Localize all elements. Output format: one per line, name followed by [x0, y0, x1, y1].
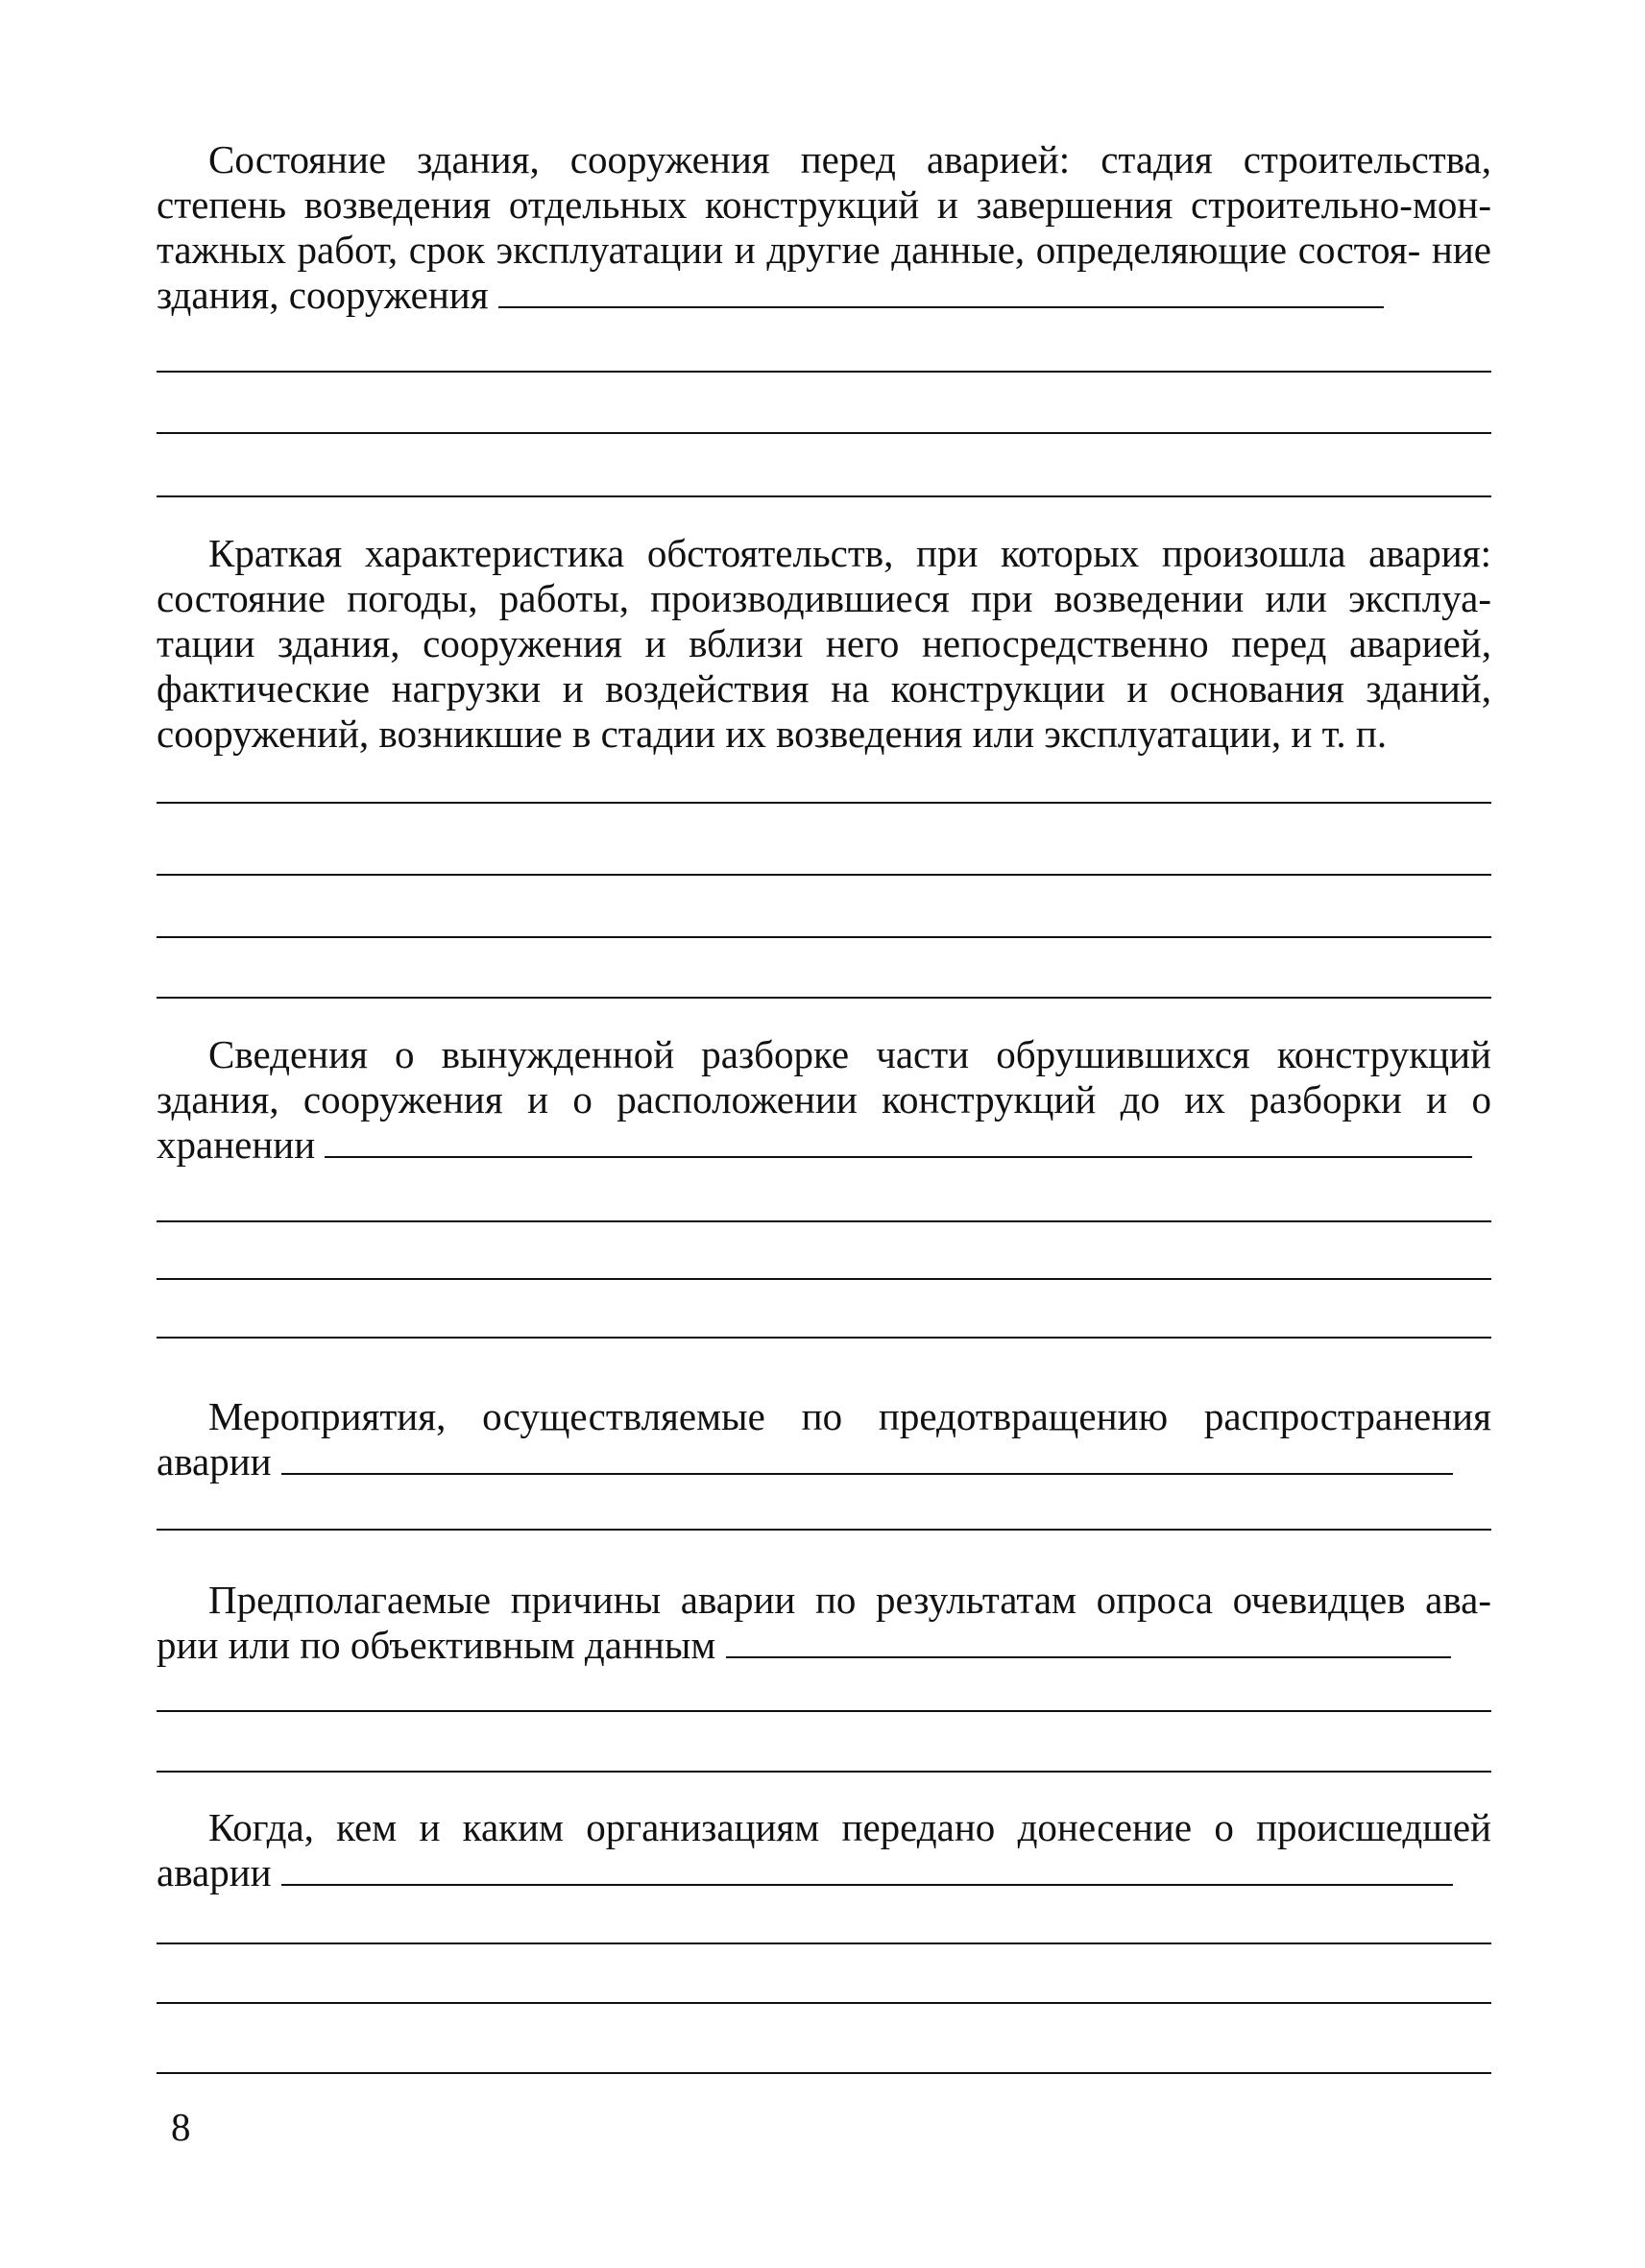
text-line: Когда, кем и каким организациям передано донесение о происшедшей: [208, 1805, 1491, 1849]
section-probable-causes: [157, 1578, 1491, 1668]
fill-in-line[interactable]: [157, 874, 1491, 876]
text-line: Предполагаемые причины аварии по результатам опроса очевидцев ава-: [208, 1578, 1491, 1622]
fill-in-line[interactable]: [498, 279, 1384, 308]
section-building-state-text: [157, 137, 1491, 318]
text-line: аварии: [157, 1850, 272, 1894]
section-preventive-measures: [157, 1394, 1491, 1484]
text-line: аварии: [157, 1439, 272, 1484]
text-line: здания, сооружения и о расположении конструкций до их разборки и о: [157, 1077, 1491, 1122]
text-line: рии или по объективным данным: [157, 1623, 716, 1667]
text-line: тации здания, сооружения и вблизи него непосредственно перед аварией,: [157, 621, 1491, 665]
section-circumstances-text: [157, 531, 1491, 757]
fill-in-line[interactable]: [281, 1446, 1453, 1475]
text-line: состояние погоды, работы, производившиеся при возведении или эксплуа-: [157, 576, 1491, 620]
fill-in-line[interactable]: [157, 997, 1491, 999]
fill-in-line[interactable]: [157, 1220, 1491, 1222]
text-line: степень возведения отдельных конструкций и завершения строительно-мон-: [157, 182, 1491, 227]
text-line: тажных работ, срок эксплуатации и другие данные, определяющие состоя-: [157, 228, 1421, 272]
section-building-state: [157, 137, 1491, 318]
section-preventive-measures-text: [157, 1394, 1491, 1484]
fill-in-line[interactable]: [157, 495, 1491, 497]
fill-in-line[interactable]: [325, 1129, 1472, 1158]
fill-in-line[interactable]: [157, 802, 1491, 804]
text-line: Краткая характеристика обстоятельств, при которых произошла авария:: [208, 531, 1491, 575]
fill-in-line[interactable]: [157, 432, 1491, 434]
page-number: 8: [171, 2105, 191, 2149]
text-line: фактические нагрузки и воздействия на конструкции и основания зданий,: [157, 666, 1491, 711]
section-report-recipients: [157, 1805, 1491, 1895]
text-line: ние здания, сооружения: [157, 228, 1491, 317]
section-report-recipients-text: [157, 1805, 1491, 1895]
section-dismantling: [157, 1032, 1491, 1168]
text-line: Сведения о вынужденной разборке части обрушившихся конструкций: [208, 1032, 1491, 1076]
fill-in-line[interactable]: [157, 1278, 1491, 1280]
section-dismantling-text: [157, 1032, 1491, 1168]
fill-in-line[interactable]: [157, 371, 1491, 373]
fill-in-line[interactable]: [281, 1857, 1453, 1886]
fill-in-line[interactable]: [157, 1710, 1491, 1712]
fill-in-line[interactable]: [157, 2002, 1491, 2004]
fill-in-line[interactable]: [157, 1337, 1491, 1339]
fill-in-line[interactable]: [726, 1629, 1451, 1658]
fill-in-line[interactable]: [157, 1771, 1491, 1773]
fill-in-line[interactable]: [157, 1942, 1491, 1944]
fill-in-line[interactable]: [157, 1529, 1491, 1531]
text-line: сооружений, возникшие в стадии их возведения или эксплуатации, и т. п.: [157, 712, 1388, 756]
fill-in-line[interactable]: [157, 2072, 1491, 2074]
section-probable-causes-text: [157, 1578, 1491, 1668]
text-line: Состояние здания, сооружения перед аварией: стадия строительства,: [208, 137, 1491, 181]
text-line: Мероприятия, осуществляемые по предотвращению распространения: [208, 1394, 1491, 1438]
fill-in-line[interactable]: [157, 936, 1491, 938]
section-circumstances: [157, 531, 1491, 757]
text-line: хранении: [157, 1122, 316, 1167]
